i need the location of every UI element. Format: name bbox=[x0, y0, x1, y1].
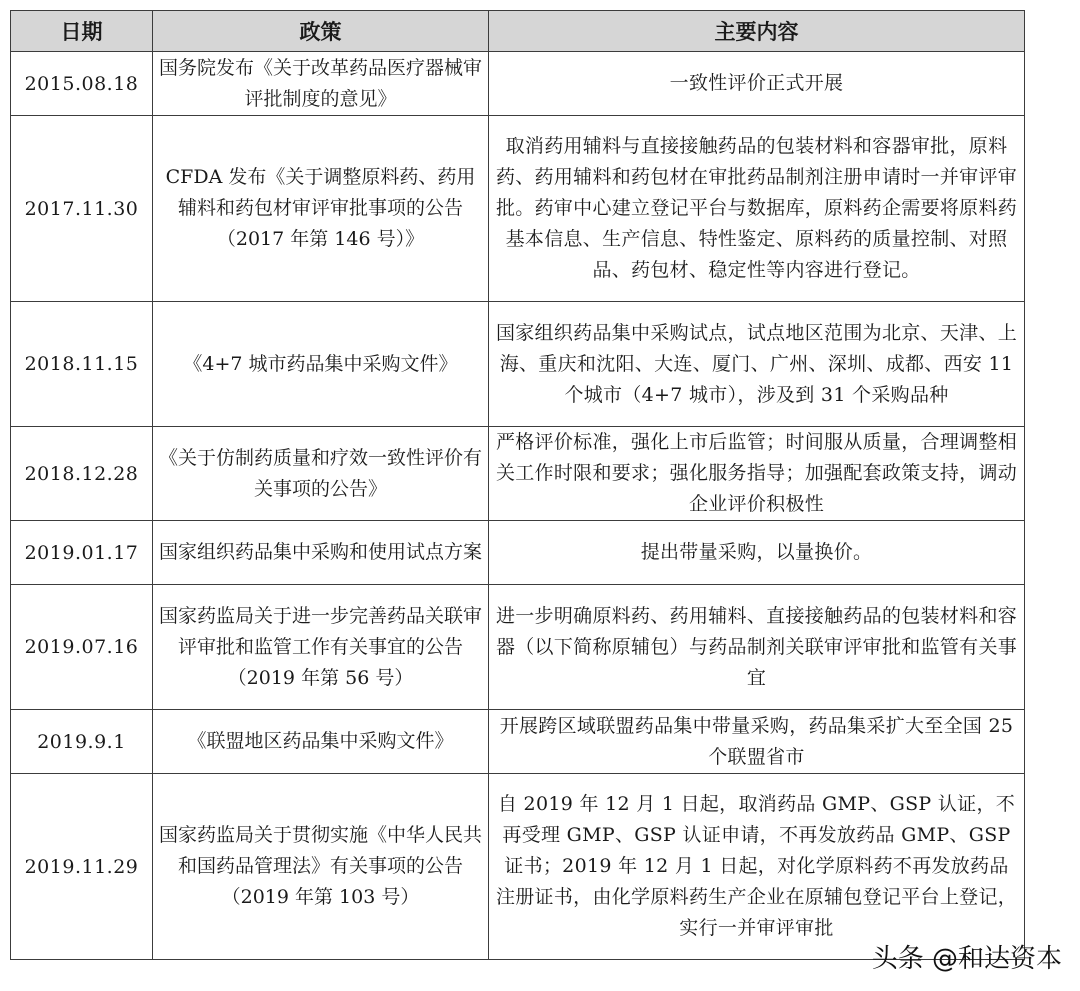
table-row bbox=[11, 710, 1025, 774]
source-watermark: 头条 @和达资本 bbox=[871, 944, 1062, 974]
content-cell: 开展跨区域联盟药品集中带量采购，药品集采扩大至全国 25 个联盟省市 bbox=[489, 710, 1025, 774]
date-cell: 2018.12.28 bbox=[11, 427, 153, 521]
header-content: 主要内容 bbox=[489, 11, 1025, 52]
policy-cell: 《联盟地区药品集中采购文件》 bbox=[153, 710, 489, 774]
date-cell: 2019.9.1 bbox=[11, 710, 153, 774]
content-cell: 自 2019 年 12 月 1 日起，取消药品 GMP、GSP 认证，不再受理 GMP、GSP 认证申请，不再发放药品 GMP、GSP 证书；2019 年 12 月 1 日起，对化学原料药不再发放药品注册证书，由化学原料药生产企业在原辅包登记平台上登记，实行一并审评审批 bbox=[489, 774, 1025, 960]
content-cell: 提出带量采购，以量换价。 bbox=[489, 521, 1025, 585]
date-cell: 2019.01.17 bbox=[11, 521, 153, 585]
policy-cell: 国家药监局关于进一步完善药品关联审评审批和监管工作有关事宜的公告（2019 年第 56 号） bbox=[153, 585, 489, 710]
policy-cell: 《4+7 城市药品集中采购文件》 bbox=[153, 302, 489, 427]
content-cell: 严格评价标准，强化上市后监管；时间服从质量，合理调整相关工作时限和要求；强化服务指导；加强配套政策支持，调动企业评价积极性 bbox=[489, 427, 1025, 521]
content-cell: 一致性评价正式开展 bbox=[489, 52, 1025, 116]
table-row bbox=[11, 302, 1025, 427]
date-cell: 2019.07.16 bbox=[11, 585, 153, 710]
table-row bbox=[11, 52, 1025, 116]
table-row bbox=[11, 521, 1025, 585]
date-cell: 2015.08.18 bbox=[11, 52, 153, 116]
content-cell: 取消药用辅料与直接接触药品的包装材料和容器审批，原料药、药用辅料和药包材在审批药品制剂注册申请时一并审评审批。药审中心建立登记平台与数据库，原料药企需要将原料药基本信息、生产信息、特性鉴定、原料药的质量控制、对照品、药包材、稳定性等内容进行登记。 bbox=[489, 116, 1025, 302]
content-cell: 国家组织药品集中采购试点，试点地区范围为北京、天津、上海、重庆和沈阳、大连、厦门、广州、深圳、成都、西安 11 个城市（4+7 城市），涉及到 31 个采购品种 bbox=[489, 302, 1025, 427]
date-cell: 2019.11.29 bbox=[11, 774, 153, 960]
policy-cell: 国务院发布《关于改革药品医疗器械审评批制度的意见》 bbox=[153, 52, 489, 116]
date-cell: 2017.11.30 bbox=[11, 116, 153, 302]
policy-table bbox=[10, 10, 1025, 960]
table-row bbox=[11, 774, 1025, 960]
policy-cell: 国家组织药品集中采购和使用试点方案 bbox=[153, 521, 489, 585]
table-row bbox=[11, 116, 1025, 302]
policy-cell: CFDA 发布《关于调整原料药、药用辅料和药包材审评审批事项的公告（2017 年第 146 号）》 bbox=[153, 116, 489, 302]
policy-cell: 《关于仿制药质量和疗效一致性评价有关事项的公告》 bbox=[153, 427, 489, 521]
date-cell: 2018.11.15 bbox=[11, 302, 153, 427]
table-row bbox=[11, 427, 1025, 521]
header-policy: 政策 bbox=[153, 11, 489, 52]
header-date: 日期 bbox=[11, 11, 153, 52]
table-row bbox=[11, 585, 1025, 710]
policy-cell: 国家药监局关于贯彻实施《中华人民共和国药品管理法》有关事项的公告（2019 年第 103 号） bbox=[153, 774, 489, 960]
header-row bbox=[11, 11, 1025, 52]
content-cell: 进一步明确原料药、药用辅料、直接接触药品的包装材料和容器（以下简称原辅包）与药品制剂关联审评审批和监管有关事宜 bbox=[489, 585, 1025, 710]
